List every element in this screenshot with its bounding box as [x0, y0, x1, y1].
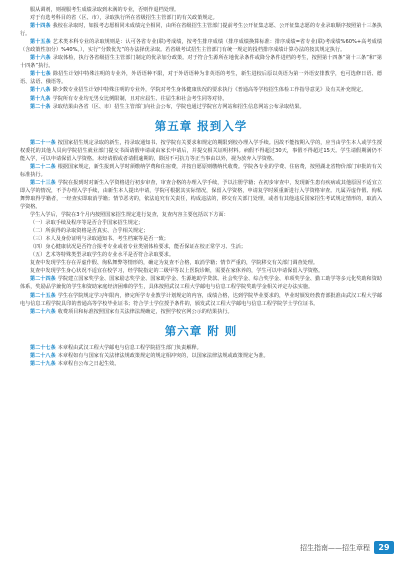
paragraph-text: 学院建立国家奖学金、国家励志奖学金、国家助学金、生源地助学贷款、社会奖学金、综合奖学金、单项奖学金、勤工助学等多元化奖助和资助体系，奖励品学兼优的学生和资助家庭经济困难的学生，具体按照武汉工程大学邮电与信息工程学院奖助学金相关评定办法实施。 — [20, 276, 382, 291]
regulation-paragraph — [20, 308, 382, 316]
regulation-paragraph — [20, 360, 382, 368]
article-number: 第二十三条 — [30, 179, 56, 186]
paragraph-text: 艺术类本科专业的录取规则是：认可各省专业(联)考成绩，按考生排序成绩（排序成绩换算标准：排序成绩=省专业(联)考成绩%60%+高考成绩（含政策性加分）%40%。），实行“分数优先”的办法择优录取。若省级考试招生主管部门有统一规定的投档排序成绩计算办法的按其规定执行。 — [20, 39, 383, 54]
regulations-top-block — [20, 6, 382, 111]
article-number: 第十七条 — [30, 71, 51, 78]
article-number: 第二十九条 — [30, 360, 56, 367]
paragraph-text: 收费项目和标准按照国家有关法律法规确定，按照学校官网公示的结果执行。 — [57, 308, 233, 315]
paragraph-text: 服从调剂，则视服考生成绩录取到未满的专业，否则作退档处理。 — [30, 7, 180, 13]
regulation-paragraph — [20, 292, 382, 308]
article-number: 第二十七条 — [30, 344, 56, 351]
article-number: 第二十六条 — [30, 308, 56, 315]
paragraph-text: 本章程自公布之日起生效。 — [57, 360, 120, 367]
regulation-paragraph — [20, 267, 382, 275]
regulation-paragraph — [20, 344, 382, 352]
paragraph-text: 录取结果由各省（区、市）招生主管部门向社会公布，学院也通过学院官方网站和招生信息网站公布录取结果。 — [52, 103, 305, 110]
page-number-badge: 29 — [374, 541, 394, 554]
regulation-paragraph — [20, 70, 382, 86]
regulation-paragraph — [20, 243, 382, 251]
page-footer — [0, 540, 400, 558]
paragraph-text: 对于有选考科目的省（区、市），录取执行所在省级招生主管部门的有关政策规定。 — [30, 15, 218, 22]
regulation-paragraph — [20, 22, 382, 38]
paragraph-text: 按国家招生规定录取的新生，持录取通知书、按学院有关要求和规定的期限到校办理入学手续。因故不能按期入学的，应当由学生本人或学生授权委托的其他人员向学院招生就业部门提交书面请假申请或由家长申请后，并提交相关证明材料。病假不得超过30天，事假不得超过15天。学生请假期满仍不能入学，可以申请保留入学资格。未经请假或者请假逾期的，除因不可抗力等正当事由以外，视为放弃入学资格。 — [20, 139, 382, 162]
paragraph-text: 根据国家规定，新生报到入学时须缴纳学费和住宿费，并按自愿原则缴纳代收费。学院各专业的学费、住宿费，按照湖北省物价部门审批的有关标准执行。 — [20, 163, 382, 178]
paragraph-text: 录取体检，执行各省级招生主管部门制定的优录加分政策。对于符合生源所在地优录条件或降分条件进档的考生，按照第十四条“第十三条”和“第十四条”执行。 — [20, 55, 382, 70]
regulation-paragraph — [20, 14, 382, 22]
chapter-5-heading: 第五章 报到入学 — [154, 118, 248, 133]
paragraph-text: 除少数专业招生计划中特殊注明的专业外，学院对考生身体健康状况的要求执行《普通高等学校招生体检工作指导意见》及有关补充规定。 — [52, 87, 367, 94]
regulation-paragraph — [20, 227, 382, 235]
regulation-paragraph — [20, 163, 382, 179]
footer-title: 招生指南——招生章程 — [300, 544, 370, 552]
regulation-paragraph — [20, 235, 382, 243]
article-number: 第十八条 — [30, 87, 51, 94]
article-number: 第二十条 — [30, 103, 51, 110]
regulation-paragraph — [20, 179, 382, 211]
paragraph-text: 学院在报到时对新生入学资格进行初步审查，审查合格的办理入学手续，予以注册学籍；在初步审查中，发现新生患有疾病或其他原因不适宜立即入学的情况，不予办理入学手续，由新生本人提出申请，学院可根据其实际情况，保留入学资格，申请复学时须重新进行入学资格审查。凡属弄虚作假、徇私舞弊取得学籍者，一经查实即取消学籍；情节恶劣的，依法追究有关责任，构成违法的，移交有关部门处理，或者有其他违反国家招生考试规定情形的，取消入学资格。 — [20, 179, 382, 210]
regulations-bottom-block — [20, 344, 382, 368]
regulation-paragraph — [20, 38, 382, 54]
paragraph-text: 我校在录取时，如报考志愿相同未成绩完全相同，由所在省级招生主管部门提前考生公开征集志愿、公开征集志愿的专业录取顺序按照第十三条执行。 — [20, 23, 383, 38]
paragraph-text: （一）录取手续及程序等是否合乎国家招生规定； — [30, 220, 144, 227]
regulation-paragraph — [20, 6, 382, 14]
article-number: 第二十二条 — [30, 163, 56, 170]
paragraph-text: 学生入学后，学院在3个月内按照国家招生规定进行复查，复查内容主要包括以下方面： — [30, 212, 229, 219]
article-number: 第十九条 — [30, 95, 51, 102]
article-number: 第十四条 — [30, 23, 51, 30]
regulation-paragraph — [20, 352, 382, 360]
paragraph-text: （四）身心健康状况是否符合报考专业或者专业类别体检要求，能否保证在校正常学习、生活； — [30, 244, 247, 251]
paragraph-text: （二）所获得的录取资格是否真实、合乎相关规定； — [30, 228, 149, 235]
paragraph-text: 本章程由武汉工程大学邮电与信息工程学院招生部门负责解释。 — [57, 344, 202, 351]
paragraph-text: 除招生计划中特殊注明的专业外，外语语种不限，对于外语语种为非英语的考生，新生进校后原以英语为第一外语安排教学，也可选修日语、德语、法语、俄语等。 — [20, 71, 383, 86]
regulation-paragraph — [20, 139, 382, 163]
article-number: 第二十一条 — [30, 139, 56, 146]
regulation-paragraph — [20, 103, 382, 111]
paragraph-text: 本章程如有与国家有关法律法规政策规定的规定相冲突的，以国家法律法规或政策规定为准。 — [57, 352, 269, 359]
regulation-paragraph — [20, 54, 382, 70]
article-number: 第十五条 — [30, 39, 51, 46]
paragraph-text: 复查中发现学生存在弄虚作假、徇私舞弊等情形的，确定为复查不合格，取消学籍；情节严重的，学院移交有关部门调查处理。 — [30, 260, 319, 267]
regulation-paragraph — [20, 211, 382, 219]
regulation-paragraph — [20, 95, 382, 103]
regulation-paragraph — [20, 251, 382, 259]
chapter-6-heading: 第六章 附 则 — [164, 323, 238, 338]
article-number: 第二十五条 — [30, 292, 56, 299]
article-number: 第二十四条 — [30, 276, 56, 283]
paragraph-text: 学院所有专业均无男女比例限制，且对应届生、往届生和社会考生同等对待。 — [52, 95, 228, 102]
paragraph-text: 学生在学院规定学习年限内，修完所学专业教学计划规定的内容，成绩合格，达到学院毕业要求的，毕业时颁发经教育部批准由武汉工程大学邮电与信息工程学院具印的普通高等学校毕业证书；符合学士学位授予条件的，颁发武汉工程大学邮电与信息工程学院学士学位证书。 — [20, 292, 382, 307]
regulation-paragraph — [20, 275, 382, 291]
regulation-paragraph — [20, 219, 382, 227]
article-number: 第二十八条 — [30, 352, 56, 359]
paragraph-text: （三）本人及身份证明与录取通知书、考生档案等是否一致； — [30, 236, 169, 243]
regulation-paragraph — [20, 86, 382, 94]
page-content — [20, 6, 382, 368]
regulations-mid-block — [20, 139, 382, 316]
paragraph-text: （五）艺术等特殊类型录取学生的专业水平是否符合录取要求。 — [30, 252, 175, 259]
article-number: 第十六条 — [30, 55, 51, 62]
regulation-paragraph — [20, 259, 382, 267]
paragraph-text: 复查中发现学生身心状况不适宜在校学习，经学院指定的二级甲等以上医院诊断，需要在家休养的，学生可以申请保留入学资格。 — [30, 268, 324, 275]
